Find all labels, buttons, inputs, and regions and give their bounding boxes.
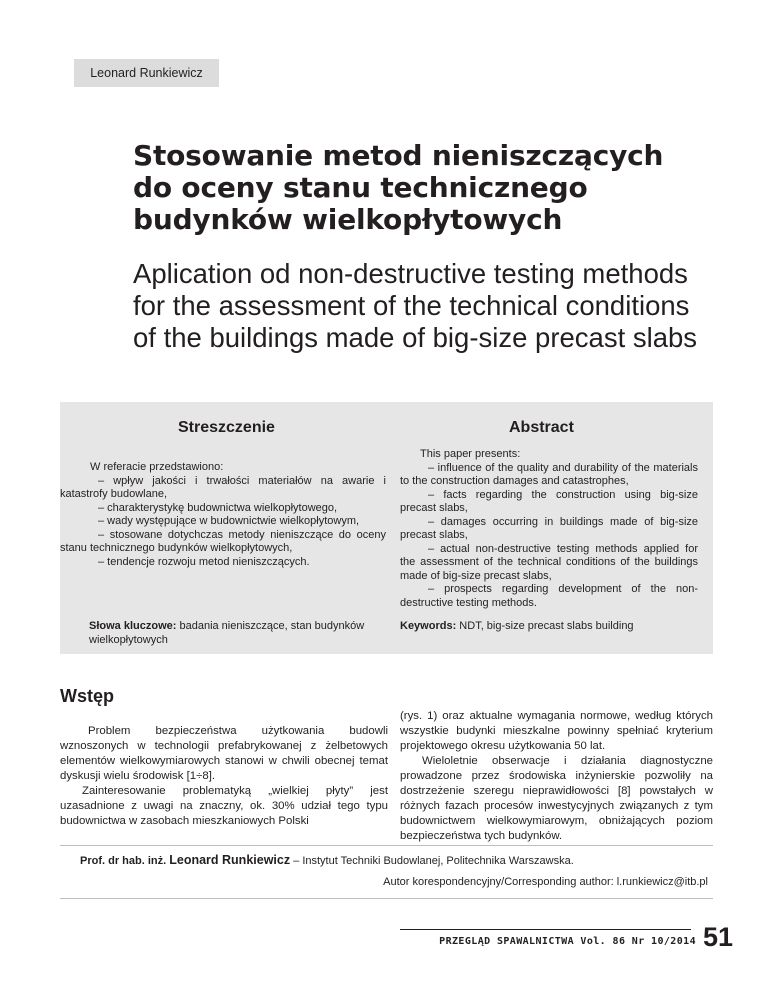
author-tab: Leonard Runkiewicz (74, 59, 219, 87)
abstract-line: – prospects regarding development of the non-destructive testing methods. (400, 583, 698, 609)
polish-title-line: do oceny stanu technicznego (133, 171, 588, 204)
polish-title-line: budynków wielkopłytowych (133, 203, 563, 236)
polish-title-line: Stosowanie metod nieniszczących (133, 139, 664, 172)
body-paragraph: Problem bezpieczeństwa użytkowania budowli wznoszonych w technologii prefabrykowanej z żelbetowych elementów wielkowymiarowych stanowi w chwili obecnej temat dyskusji wielu środowisk [1÷8]. (60, 725, 388, 782)
abstract-line: – actual non-destructive testing methods applied for the assessment of the technical conditions of the buildings made of big-size precast slabs, (400, 542, 698, 582)
abstract-line: – wpływ jakości i trwałości materiałów na awarie i katastrofy budowlane, (60, 474, 386, 500)
author-affiliation (80, 853, 574, 867)
english-title-line: of the buildings made of big-size precast slabs (133, 322, 698, 353)
journal-name: PRZEGLĄD SPAWALNICTWA Vol. 86 Nr 10/2014 (439, 936, 696, 947)
abstract-line: This paper presents: (420, 448, 521, 460)
abstract-line: W referacie przedstawiono: (90, 461, 224, 473)
polish-title (133, 140, 663, 236)
section-title: Wstęp (60, 686, 114, 706)
english-title-line: for the assessment of the technical conditions (133, 290, 690, 321)
keywords-en-text: NDT, big-size precast slabs building (456, 620, 634, 632)
corresponding-author: Autor korespondencyjny/Corresponding author: l.runkiewicz@itb.pl (383, 876, 708, 888)
english-title (133, 258, 697, 354)
keywords-en-label: Keywords: (400, 620, 457, 632)
keywords-pl-text: badania nieniszczące, stan budynków wielkopłytowych (89, 620, 365, 646)
abstract-line: – influence of the quality and durability of the materials to the construction damages and catastrophes, (400, 461, 698, 487)
abstract-line: – damages occurring in buildings made of big-size precast slabs, (400, 515, 698, 541)
abstract-line: – charakterystykę budownictwa wielkopłytowego, (98, 501, 338, 514)
author-name: Leonard Runkiewicz (169, 853, 291, 867)
body-right-column (400, 709, 713, 844)
body-left-column (60, 724, 388, 829)
abstract-line: – wady występujące w budownictwie wielkopłytowym, (98, 515, 360, 527)
keywords-pl-label: Słowa kluczowe: (89, 620, 177, 632)
body-paragraph: Zainteresowanie problematyką „wielkiej płyty” jest uzasadnione z uwagi na znaczny, ok. 30% udział tego typu budownictwa w zasobach mieszkaniowych Polski (60, 785, 388, 827)
separator-line (60, 845, 713, 846)
streszczenie-body (60, 461, 386, 569)
keywords-pl (89, 620, 394, 647)
page-number: 51 (703, 922, 734, 952)
english-title-line: Aplication od non-destructive testing methods (133, 258, 688, 289)
author-degree: Prof. dr hab. inż. (80, 855, 170, 867)
footer-rule (400, 929, 691, 930)
body-paragraph: Wieloletnie obserwacje i działania diagnostyczne prowadzone przez środowiska inżynierskie pozwoliły na dostrzeżenie szeregu nieprawidłowości [8] powstałych w różnych fazach procesów inwestycyjnych związanych z tym budownictwem wielkowymiarowym, obniżających poziom bezpieczeństwa tych budynków. (400, 755, 713, 842)
abstract-line: – stosowane dotychczas metody nieniszczące do oceny stanu technicznego budynków wielkopłytowych, (60, 528, 386, 554)
body-paragraph: (rys. 1) oraz aktualne wymagania normowe, według których wszystkie budynki mieszkalne powinny spełniać kryterium projektowego okresu użytkowania 50 lat. (400, 710, 713, 752)
separator-line (60, 898, 713, 899)
author-institution: – Instytut Techniki Budowlanej, Politechnika Warszawska. (290, 855, 574, 867)
abstract-heading: Abstract (509, 419, 574, 436)
keywords-en (400, 620, 700, 634)
abstract-line: – tendencje rozwoju metod nieniszczących. (98, 555, 310, 568)
abstract-line: – facts regarding the construction using big-size precast slabs, (400, 488, 698, 514)
abstract-body (400, 448, 698, 610)
streszczenie-heading: Streszczenie (178, 419, 275, 436)
